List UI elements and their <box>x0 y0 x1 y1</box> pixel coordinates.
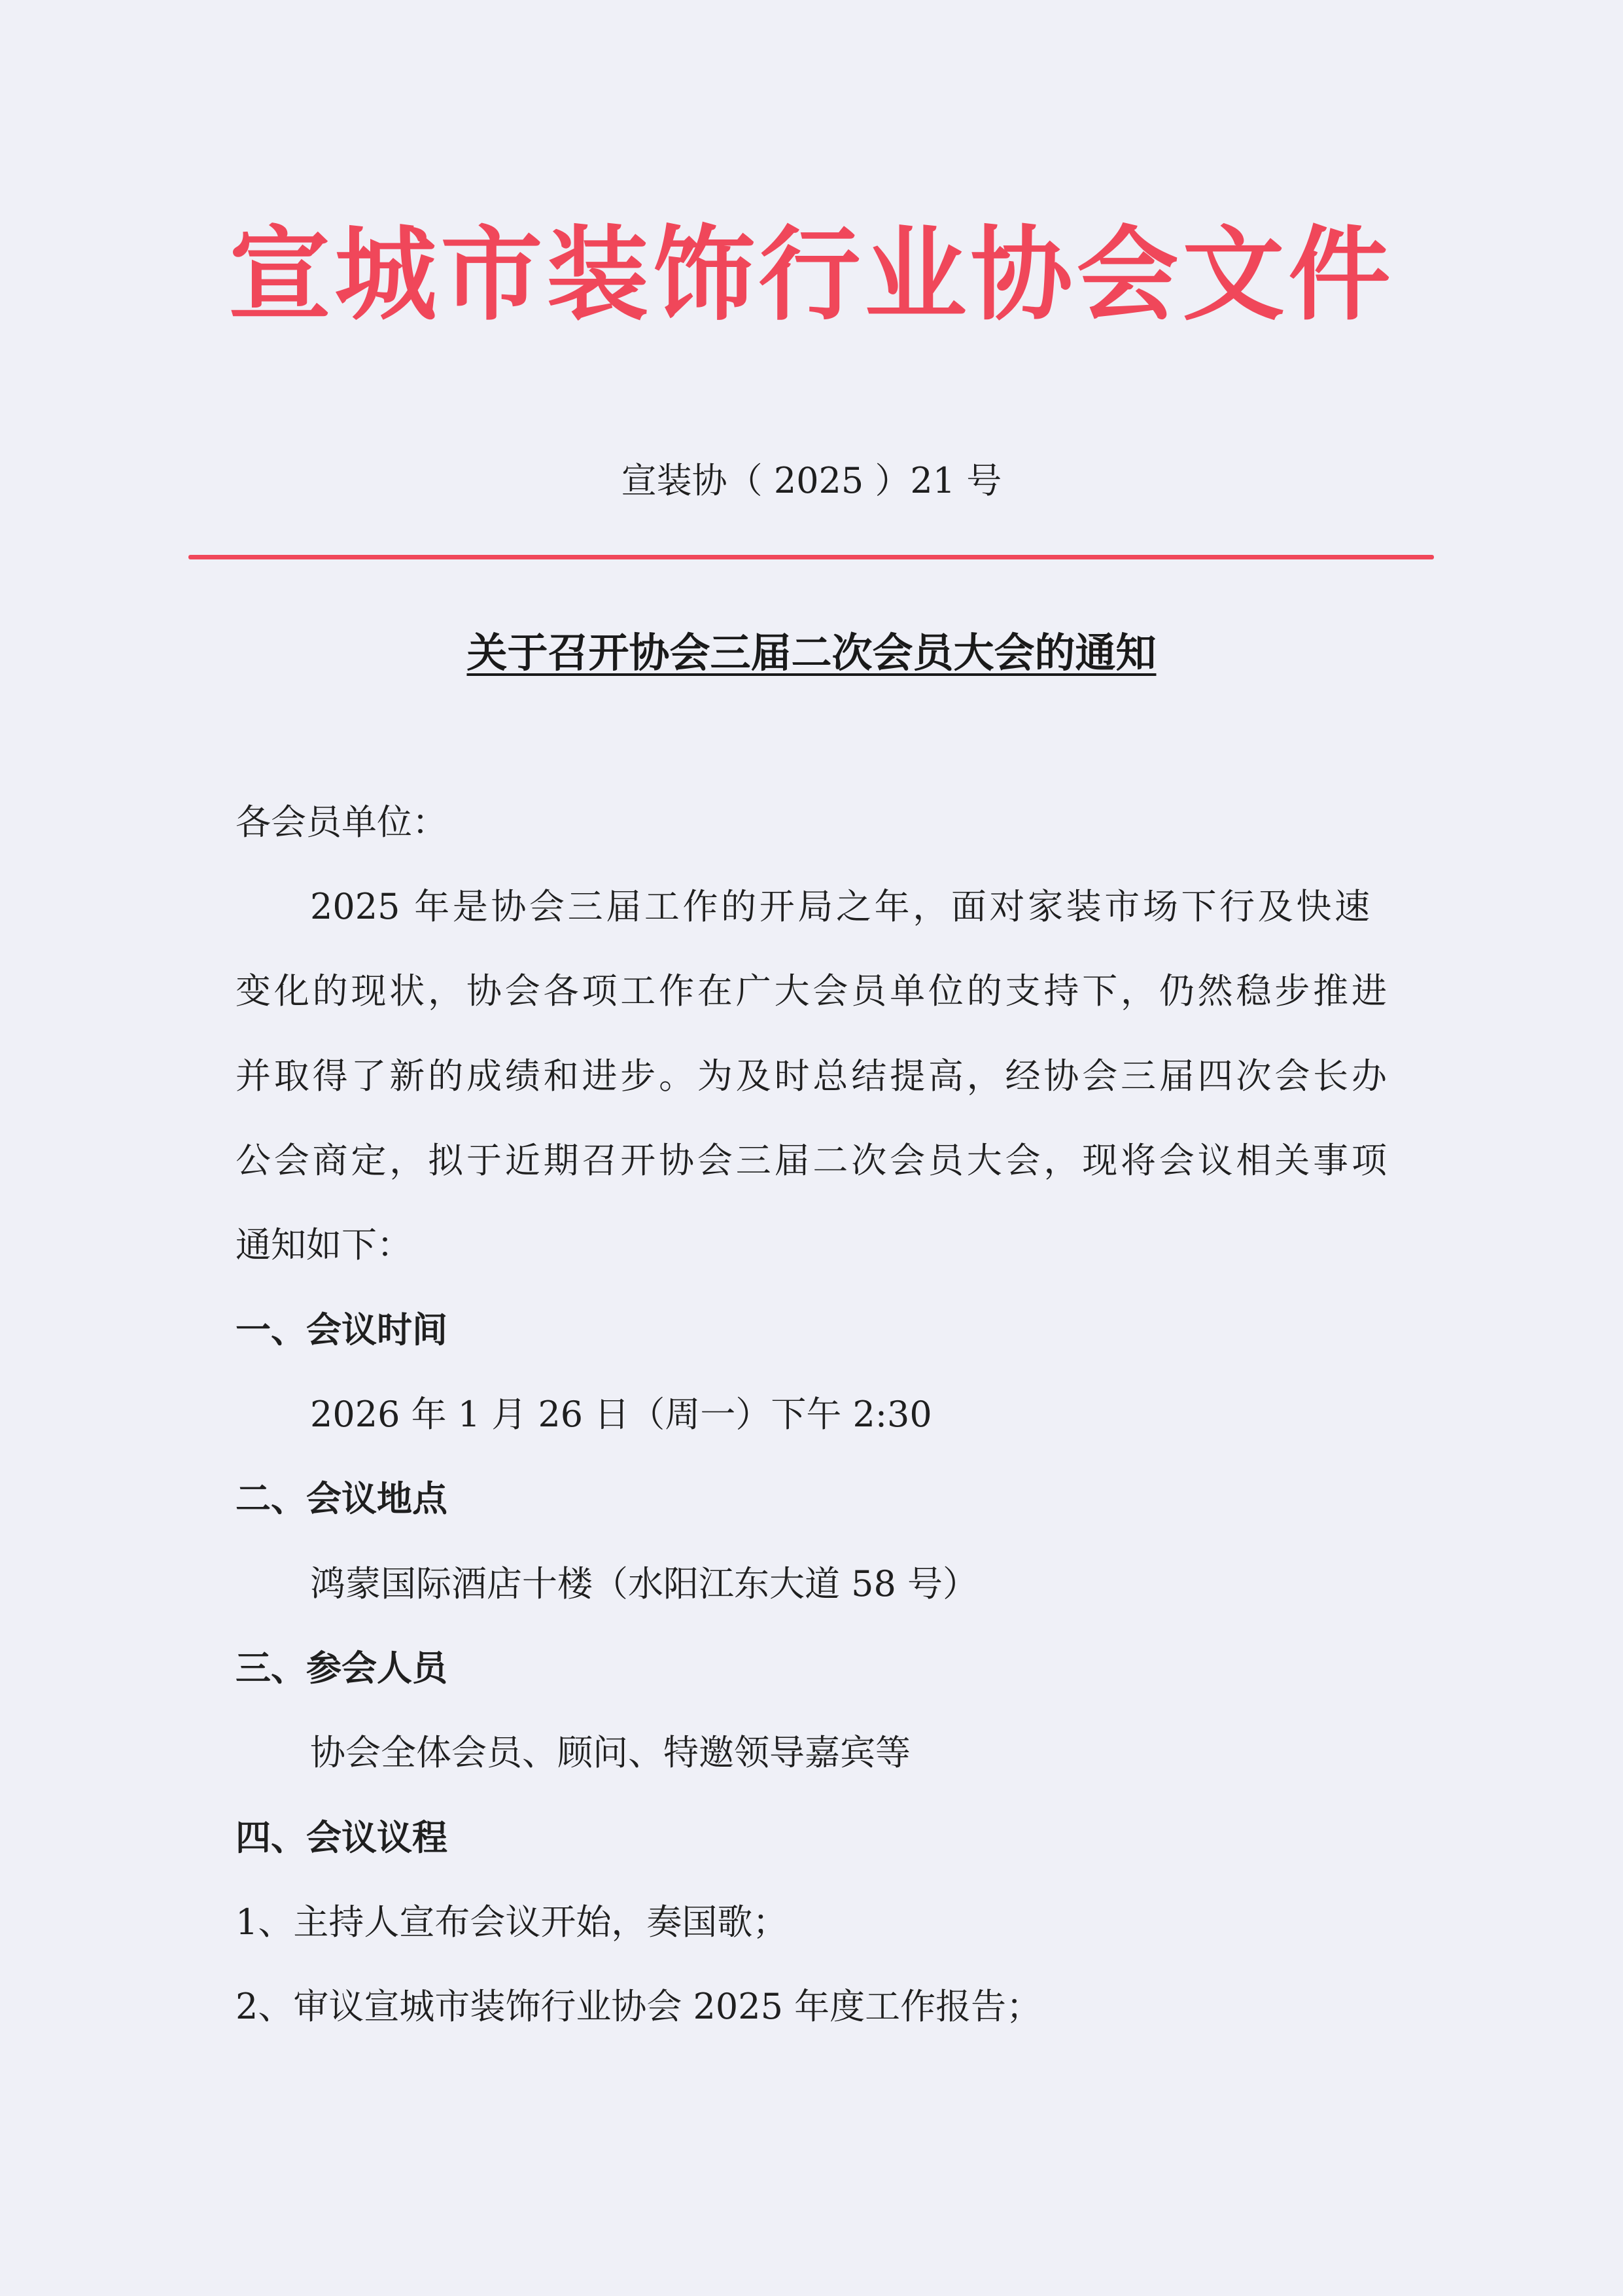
section-heading-attendees: 三、参会人员 <box>236 1648 447 1689</box>
agenda-item: 2、审议宣城市装饰行业协会 2025 年度工作报告； <box>236 1986 1042 2027</box>
intro-line: 通知如下： <box>236 1224 412 1265</box>
meeting-location: 鸿蒙国际酒店十楼（水阳江东大道 58 号） <box>310 1563 979 1604</box>
section-heading-agenda: 四、会议议程 <box>236 1817 447 1858</box>
intro-line: 公会商定，拟于近期召开协会三届二次会员大会，现将会议相关事项 <box>236 1140 1387 1181</box>
document-number: 宣装协（ 2025 ）21 号 <box>621 460 1002 501</box>
document-masthead: 宣城市装饰行业协会文件 <box>228 215 1395 334</box>
salutation: 各会员单位： <box>236 802 447 843</box>
notice-title: 关于召开协会三届二次会员大会的通知 <box>466 629 1157 677</box>
intro-line: 变化的现状，协会各项工作在广大会员单位的支持下，仍然稳步推进 <box>236 970 1387 1012</box>
section-heading-location: 二、会议地点 <box>236 1478 447 1519</box>
section-heading-time: 一、会议时间 <box>236 1309 447 1351</box>
intro-line: 并取得了新的成绩和进步。为及时总结提高，经协会三届四次会长办 <box>236 1055 1387 1097</box>
intro-line: 2025 年是协会三届工作的开局之年，面对家装市场下行及快速 <box>310 886 1370 927</box>
red-divider-line <box>188 555 1434 559</box>
meeting-time: 2026 年 1 月 26 日（周一）下午 2:30 <box>310 1394 932 1435</box>
meeting-attendees: 协会全体会员、顾问、特邀领导嘉宾等 <box>310 1732 911 1773</box>
agenda-item: 1、主持人宣布会议开始，奏国歌； <box>236 1901 788 1943</box>
